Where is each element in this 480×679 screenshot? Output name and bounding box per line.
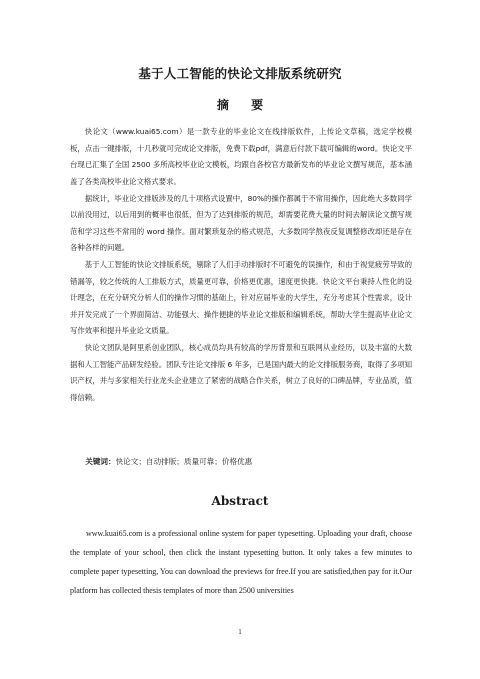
keywords-text: 快论文；自动排版；质量可靠；价格优惠 bbox=[115, 457, 253, 466]
keywords-label: 关键词： bbox=[85, 457, 116, 466]
abstract-heading-en: Abstract bbox=[211, 494, 269, 508]
abstract-paragraph-en: www.kuai65.com is a professional online system for paper typesetting. Uploading your draft, choose the template of your school, then click the instant typesetting button. It only takes a few minutes to complete paper typesetting, You can download the previews for free.If you are satisfied,then pay for it.Our platform has collected thesis templates of more than 2500 universities bbox=[70, 529, 412, 595]
abstract-paragraph-cn-4: 快论文团队是阿里系创业团队，核心成员均具有较高的学历背景和互联网从业经历，以及丰富的大数据和人工智能产品研发经验。团队专注论文排版 6 年多，已是国内最大的论文排版服务商，取得了多项知识产权，并与多家相关行业龙头企业建立了紧密的战略合作关系，树立了良好的口碑品牌，专业品质，值得信赖。 bbox=[70, 343, 412, 402]
abstract-heading-cn: 摘 要 bbox=[216, 98, 273, 112]
page-number: 1 bbox=[238, 628, 242, 636]
paper-title: 基于人工智能的快论文排版系统研究 bbox=[138, 66, 342, 81]
abstract-body-cn bbox=[70, 124, 412, 407]
abstract-paragraph-cn-3: 基于人工智能的快论文排版系统，剔除了人们手动排版时不可避免的误操作，和由于视觉疲劳导致的错漏等，较之传统的人工排版方式，质量更可靠，价格更优惠，速度更快捷。快论文平台秉持人性化的设计理念，在充分研究分析人们的操作习惯的基础上，针对应届毕业的大学生，充分考虑其个性需求，设计并开发完成了一个界面简洁、功能强大、操作便捷的毕业论文排版和编辑系统，帮助大学生提高毕业论文写作效率和提升毕业论文质量。 bbox=[70, 260, 412, 335]
keywords-line bbox=[70, 455, 412, 469]
abstract-paragraph-cn-2: 据统计，毕业论文排版涉及的几十项格式设置中，80%的操作都属于不常用操作，因此绝大多数同学以前没用过，以后用到的概率也很低，但为了达到排版的规范，却需要花费大量的时间去解读论文撰写规范和学习这些不常用的 word 操作。面对繁琐复杂的格式规范，大多数同学熬夜反复调整修改却还是存在各种各样的问题。 bbox=[70, 193, 412, 252]
abstract-body-en bbox=[70, 524, 412, 600]
abstract-paragraph-cn-1: 快论文（www.kuai65.com）是一款专业的毕业论文在线排版软件，上传论文草稿，选定学校模板，点击一键排版，十几秒就可完成论文排版，免费下载pdf，满意后付款下载可编辑的word。快论文平台现已汇集了全国 2500 多所高校毕业论文模板，均跟自各校官方最新发布的毕业论文撰写规范，基本涵盖了各类高校毕业论文格式要求。 bbox=[70, 127, 412, 186]
